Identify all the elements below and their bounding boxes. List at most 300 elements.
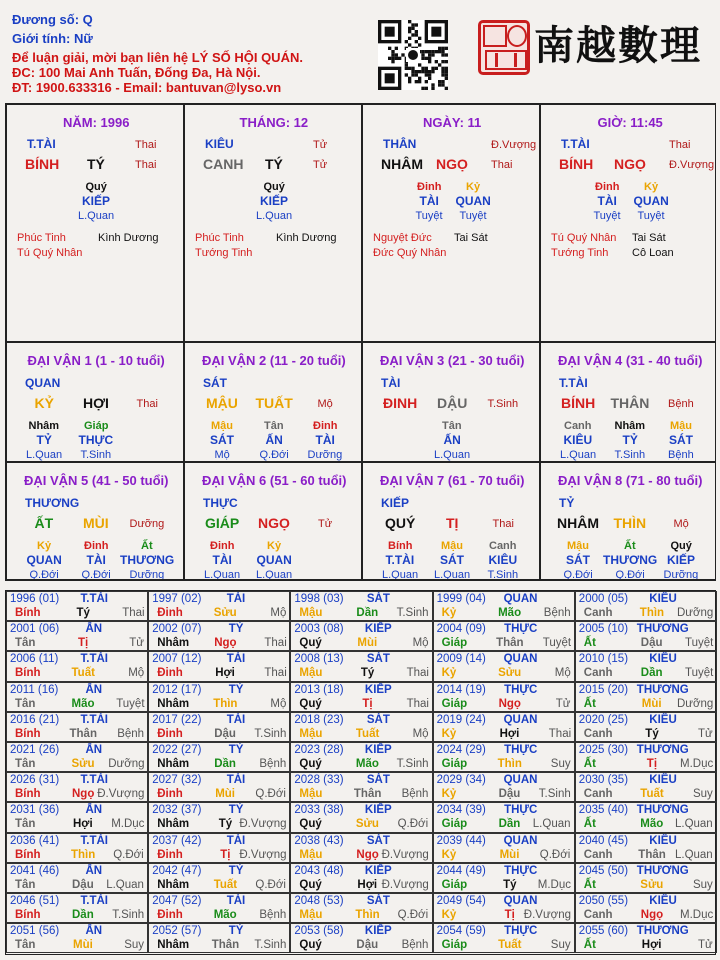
year-god: THỰC <box>504 804 538 817</box>
year-stage: Bệnh <box>259 758 287 770</box>
year-stem: Nhâm <box>157 758 190 770</box>
luck-god: TÀI <box>381 376 401 390</box>
year-branch: Tý <box>645 727 659 740</box>
year-god: KIẾP <box>364 683 392 696</box>
year-cell <box>575 742 717 772</box>
year-god: THƯƠNG <box>636 623 689 636</box>
year-god: TÀI <box>226 895 246 907</box>
luck-pillar-cell <box>362 342 540 462</box>
luck-hidden-god: SÁT <box>440 553 464 567</box>
year-god: KIẾP <box>364 864 392 877</box>
luck-title: ĐẠI VẬN 1 (1 - 10 tuổi) <box>27 353 165 368</box>
year-god: THƯƠNG <box>636 804 689 817</box>
year-cell <box>290 802 432 832</box>
year-stage: Tử <box>129 637 144 650</box>
year-label: 2054 (59) <box>436 925 486 938</box>
year-stage: Q.Đới <box>397 909 429 921</box>
year-stage: Mộ <box>412 727 429 740</box>
year-god: TỶ <box>228 623 244 636</box>
luck-hidden-stem: Tân <box>442 420 462 432</box>
year-god: KIẾP <box>364 744 392 756</box>
year-god: ẤN <box>85 623 103 636</box>
year-cell <box>433 923 575 953</box>
stem-stage: Đ.Vượng <box>491 139 537 151</box>
year-stage: Thai <box>264 637 287 650</box>
year-cell <box>6 893 148 923</box>
year-branch: Ngọ <box>356 848 379 861</box>
year-stem: Ất <box>583 758 596 770</box>
year-god: THỰC <box>504 925 538 938</box>
year-god: TỶ <box>228 744 244 756</box>
year-stage: T.Sinh <box>254 727 287 740</box>
year-god: THƯƠNG <box>636 683 689 696</box>
year-stage: Thai <box>122 607 145 619</box>
year-stage: Đ.Vượng <box>523 909 571 921</box>
year-god: QUAN <box>503 713 538 726</box>
luck-branch: TỊ <box>446 515 459 531</box>
year-cell <box>433 621 575 651</box>
luck-hidden-stem: Đinh <box>313 420 338 432</box>
luck-hidden-stage: T.Sinh <box>80 449 112 461</box>
year-stem: Đinh <box>157 727 183 740</box>
star-name: Tú Quý Nhân <box>17 247 83 259</box>
earthly-branch: TÝ <box>265 156 283 172</box>
year-god: TỶ <box>228 864 244 877</box>
year-label: 2046 (51) <box>10 895 60 907</box>
year-stage: Dưỡng <box>676 697 714 710</box>
pillar-title: NĂM: 1996 <box>63 115 130 130</box>
luck-hidden-stem: Kỷ <box>267 540 282 552</box>
luck-god: THƯƠNG <box>25 496 80 510</box>
year-god: ẤN <box>85 683 103 696</box>
year-stem: Ất <box>583 637 596 650</box>
luck-hidden-stage: T.Sinh <box>614 449 646 461</box>
year-god: ẤN <box>85 925 103 938</box>
luck-hidden-stage: L.Quan <box>382 569 419 580</box>
hidden-stem: Quý <box>263 181 285 193</box>
year-branch: Sửu <box>498 667 522 680</box>
year-cell <box>290 893 432 923</box>
year-label: 2043 (48) <box>294 864 344 877</box>
year-stage: Tử <box>697 939 713 952</box>
year-stem: Tân <box>15 939 36 952</box>
luck-hidden-god: ẤN <box>443 433 461 447</box>
luck-hidden-stem: Nhâm <box>28 420 60 432</box>
year-stage: Mộ <box>270 607 287 619</box>
year-stem: Ất <box>583 878 596 891</box>
year-branch: Thìn <box>639 607 665 619</box>
luck-pillar-cell <box>6 342 184 462</box>
luck-hidden-stem: Mậu <box>567 540 589 552</box>
luck-god: TỶ <box>559 496 575 510</box>
year-stem: Đinh <box>157 788 183 801</box>
luck-branch: TUẤT <box>255 395 293 411</box>
luck-title: ĐẠI VẬN 7 (61 - 70 tuổi) <box>380 473 525 488</box>
year-label: 2019 (24) <box>436 713 486 726</box>
year-branch: Mùi <box>499 848 520 861</box>
year-stage: Q.Đới <box>539 848 571 861</box>
heavenly-stem: BÍNH <box>559 156 594 172</box>
year-stage: Tuyệt <box>684 637 714 650</box>
year-stem: Nhâm <box>157 878 190 891</box>
luck-hidden-stem: Canh <box>489 540 517 552</box>
year-god: THỰC <box>504 864 538 877</box>
year-cell <box>6 923 148 953</box>
stem-stage: Thai <box>135 139 157 151</box>
heavenly-stem: NHÂM <box>381 156 423 172</box>
hidden-stage: Tuyệt <box>593 210 621 222</box>
year-stem: Ất <box>583 939 596 952</box>
year-stage: Đ.Vượng <box>239 818 287 831</box>
luck-hidden-god: QUAN <box>26 553 62 567</box>
year-branch: Hợi <box>357 878 378 891</box>
year-stem: Quý <box>299 637 322 650</box>
year-cell <box>148 802 290 832</box>
year-branch: Tuất <box>355 727 380 740</box>
year-stem: Giáp <box>441 818 468 831</box>
year-stem: Tân <box>15 758 36 770</box>
year-branch: Ngọ <box>72 788 95 801</box>
luck-branch: MÙI <box>83 515 109 531</box>
year-god: QUAN <box>503 834 538 847</box>
luck-stage: Mộ <box>317 398 333 410</box>
year-stage: Suy <box>550 758 571 770</box>
year-branch: Tý <box>218 818 233 831</box>
year-branch: Tị <box>504 909 515 921</box>
year-god: KIẾP <box>364 623 392 636</box>
header-line: ĐT: 1900.633316 - Email: bantuvan@lyso.vn <box>12 80 282 95</box>
year-label: 2027 (32) <box>152 774 202 787</box>
luck-hidden-god: T.TÀI <box>385 553 415 567</box>
year-stem: Canh <box>583 848 613 861</box>
year-god: TÀI <box>226 834 246 847</box>
year-branch: Mùi <box>357 637 378 650</box>
luck-hidden-stem: Ất <box>624 540 636 552</box>
year-stage: L.Quan <box>532 818 571 831</box>
year-god: SÁT <box>366 653 390 666</box>
luck-pillar-cell <box>184 462 362 580</box>
year-stage: M.Dục <box>679 909 714 921</box>
luck-hidden-stage: L.Quan <box>256 569 293 580</box>
year-cell <box>148 772 290 802</box>
year-cell <box>433 591 575 621</box>
luck-god: THỰC <box>203 496 238 510</box>
year-stem: Giáp <box>441 637 468 650</box>
year-stem: Canh <box>583 909 613 921</box>
year-stem: Kỷ <box>441 848 457 861</box>
year-label: 2049 (54) <box>436 895 486 907</box>
year-stage: Mộ <box>412 637 429 650</box>
luck-hidden-stage: L.Quan <box>26 449 63 461</box>
year-label: 2002 (07) <box>152 623 202 636</box>
yearly-table <box>5 590 716 955</box>
year-stage: Tuyệt <box>116 697 145 710</box>
luck-hidden-stage: L.Quan <box>560 449 597 461</box>
year-stage: Q.Đới <box>113 848 144 861</box>
luck-stage: Tử <box>318 518 333 530</box>
year-label: 2024 (29) <box>436 744 486 756</box>
year-god: QUAN <box>503 593 538 605</box>
year-label: 2034 (39) <box>436 804 486 817</box>
year-stem: Giáp <box>441 697 468 710</box>
red-seal-icon <box>478 20 530 75</box>
year-label: 2031 (36) <box>10 804 60 817</box>
year-branch: Dậu <box>356 939 379 952</box>
year-god: KIÊU <box>649 774 677 787</box>
year-label: 2015 (20) <box>578 683 629 696</box>
year-branch: Tị <box>646 758 658 770</box>
year-stem: Canh <box>583 788 613 801</box>
year-stage: T.Sinh <box>396 758 429 770</box>
luck-stem: KỶ <box>34 395 54 411</box>
luck-hidden-stage: Dưỡng <box>663 569 699 580</box>
luck-hidden-stage: L.Quan <box>434 569 471 580</box>
luck-hidden-god: TỶ <box>36 433 52 447</box>
year-branch: Mão <box>640 818 664 831</box>
year-cell <box>6 802 148 832</box>
brand-logo: 南越數理 <box>534 22 702 69</box>
year-stage: Bệnh <box>401 939 429 952</box>
year-god: KIÊU <box>649 834 677 847</box>
luck-stage: Mộ <box>673 518 689 530</box>
year-cell <box>148 833 290 863</box>
year-label: 2005 (10) <box>578 623 629 636</box>
year-branch: Mùi <box>641 697 662 710</box>
year-god: TỶ <box>228 804 244 817</box>
year-branch: Thân <box>69 727 97 740</box>
year-stage: L.Quan <box>106 878 144 891</box>
year-label: 2028 (33) <box>294 774 344 787</box>
year-branch: Sửu <box>71 758 95 770</box>
year-stem: Bính <box>15 788 41 801</box>
earthly-branch: NGỌ <box>436 156 468 172</box>
year-stem: Kỷ <box>441 667 457 680</box>
year-stem: Ất <box>583 697 596 710</box>
year-stage: Bệnh <box>117 727 145 740</box>
year-stem: Quý <box>299 818 322 831</box>
year-stage: Tử <box>697 727 713 740</box>
year-branch: Tý <box>360 667 375 680</box>
year-stage: Bệnh <box>259 909 287 921</box>
year-branch: Ngọ <box>640 909 664 921</box>
year-stem: Giáp <box>441 758 468 770</box>
year-label: 2035 (40) <box>578 804 629 817</box>
year-cell <box>290 591 432 621</box>
year-cell <box>433 802 575 832</box>
earthly-branch: TÝ <box>87 156 105 172</box>
year-branch: Ngọ <box>214 637 237 650</box>
luck-title: ĐẠI VẬN 3 (21 - 30 tuổi) <box>380 353 525 368</box>
luck-stem: ĐINH <box>383 395 418 411</box>
year-branch: Dậu <box>214 727 236 740</box>
year-branch: Thân <box>638 848 666 861</box>
year-cell <box>433 863 575 893</box>
year-stem: Mậu <box>299 848 323 861</box>
year-label: 2045 (50) <box>578 864 629 877</box>
year-stem: Giáp <box>441 939 468 952</box>
luck-pillar-cell <box>362 462 540 580</box>
year-branch: Ngọ <box>498 697 521 710</box>
year-cell <box>148 742 290 772</box>
luck-stage: Thai <box>492 518 514 530</box>
year-cell <box>575 651 717 681</box>
year-branch: Tuất <box>498 939 522 952</box>
year-label: 1996 (01) <box>10 593 60 605</box>
year-stage: Tử <box>555 697 571 710</box>
luck-hidden-god: KIÊU <box>488 553 518 567</box>
year-stage: Mộ <box>270 697 287 710</box>
stem-stage: Thai <box>669 139 691 151</box>
year-god: SÁT <box>366 713 390 726</box>
year-god: QUAN <box>503 895 538 907</box>
year-cell <box>575 802 717 832</box>
year-god: KIÊU <box>649 593 677 605</box>
luck-hidden-stage: L.Quan <box>434 449 471 461</box>
year-stem: Kỷ <box>441 909 457 921</box>
luck-hidden-stem: Mậu <box>670 420 692 432</box>
luck-hidden-stem: Giáp <box>84 420 109 432</box>
hidden-stage: Tuyệt <box>637 210 665 222</box>
year-branch: Hợi <box>499 727 520 740</box>
year-label: 2021 (26) <box>10 744 60 756</box>
branch-stage: Thai <box>135 159 157 171</box>
luck-hidden-stage: Q.Đới <box>615 569 645 580</box>
year-label: 2033 (38) <box>294 804 344 817</box>
year-label: 1998 (03) <box>294 593 344 605</box>
luck-hidden-stage: Q.Đới <box>259 449 289 461</box>
year-branch: Tý <box>76 607 90 619</box>
hidden-stage: L.Quan <box>78 210 115 222</box>
year-god: QUAN <box>503 774 538 787</box>
luck-hidden-god: ẤN <box>265 433 283 447</box>
year-cell <box>148 923 290 953</box>
luck-branch: DẬU <box>437 395 468 411</box>
luck-stage: Thai <box>136 398 158 410</box>
luck-hidden-god: QUAN <box>256 553 292 567</box>
year-stem: Nhâm <box>157 818 190 831</box>
luck-hidden-god: KIÊU <box>563 433 593 447</box>
year-label: 2037 (42) <box>152 834 202 847</box>
year-god: KIẾP <box>364 804 392 817</box>
luck-stem: GIÁP <box>205 515 240 531</box>
luck-hidden-stem: Kỷ <box>37 540 52 552</box>
pillar-cell <box>362 104 540 342</box>
year-label: 2036 (41) <box>10 834 60 847</box>
header-line: ĐC: 100 Mai Anh Tuấn, Đống Đa, Hà Nội. <box>12 65 261 80</box>
year-stem: Bính <box>15 848 41 861</box>
year-cell <box>575 712 717 742</box>
year-label: 2038 (43) <box>294 834 344 847</box>
year-label: 2053 (58) <box>294 925 344 938</box>
year-stage: Tuyệt <box>542 637 572 650</box>
luck-hidden-stem: Quý <box>670 540 692 552</box>
year-branch: Thìn <box>355 909 380 921</box>
year-label: 1997 (02) <box>152 593 202 605</box>
year-cell <box>433 712 575 742</box>
year-branch: Mão <box>71 697 95 710</box>
star-name: Kình Dương <box>276 232 337 244</box>
year-stage: Suy <box>692 788 713 801</box>
year-stem: Quý <box>299 758 322 770</box>
year-stem: Canh <box>583 667 613 680</box>
year-stage: Q.Đới <box>397 818 429 831</box>
header-line: Giới tính: Nữ <box>12 31 93 46</box>
luck-hidden-stem: Mậu <box>441 540 463 552</box>
year-stage: Đ.Vượng <box>381 848 429 861</box>
stem-god: KIÊU <box>205 137 234 151</box>
year-label: 2050 (55) <box>578 895 629 907</box>
year-branch: Tị <box>78 637 89 650</box>
year-branch: Thân <box>496 637 524 650</box>
year-branch: Dần <box>214 758 236 770</box>
hidden-stage: Tuyệt <box>415 210 443 222</box>
luck-pillar-cell <box>540 462 716 580</box>
year-branch: Hợi <box>641 939 662 952</box>
year-branch: Thìn <box>497 758 522 770</box>
year-stage: Thai <box>406 697 429 710</box>
year-cell <box>575 893 717 923</box>
luck-hidden-god: TÀI <box>212 553 232 567</box>
luck-title: ĐẠI VẬN 6 (51 - 60 tuổi) <box>202 473 347 488</box>
year-stem: Mậu <box>299 788 323 801</box>
year-god: QUAN <box>503 653 538 666</box>
luck-hidden-god: THỰC <box>78 433 114 447</box>
hidden-stem: Kỷ <box>466 181 481 193</box>
year-god: THƯƠNG <box>636 925 689 938</box>
year-branch: Thân <box>211 939 240 952</box>
luck-hidden-stem: Đinh <box>210 540 235 552</box>
year-cell <box>575 682 717 712</box>
year-stem: Giáp <box>441 878 468 891</box>
star-name: Phúc Tinh <box>17 232 66 244</box>
header-line: Đương số: Q <box>12 12 93 27</box>
year-cell <box>290 742 432 772</box>
year-cell <box>575 591 717 621</box>
year-stem: Tân <box>15 818 36 831</box>
year-stem: Tân <box>15 637 36 650</box>
year-label: 2016 (21) <box>10 713 60 726</box>
star-name: Tướng Tinh <box>195 247 253 259</box>
luck-hidden-stage: Q.Đới <box>81 569 111 580</box>
luck-branch: NGỌ <box>258 515 290 531</box>
year-label: 2010 (15) <box>578 653 629 666</box>
hidden-god: KIẾP <box>82 194 111 208</box>
year-branch: Mão <box>213 909 237 921</box>
year-cell <box>6 591 148 621</box>
year-cell <box>6 651 148 681</box>
year-cell <box>6 682 148 712</box>
year-god: T.TÀI <box>80 834 108 847</box>
year-stem: Kỷ <box>441 727 457 740</box>
year-label: 2004 (09) <box>436 623 486 636</box>
header-line: Để luận giải, mời bạn liên hệ LÝ SỐ HỘI QUÁN. <box>12 50 303 65</box>
stem-god: T.TÀI <box>27 137 56 151</box>
year-label: 2040 (45) <box>578 834 629 847</box>
hidden-stage: L.Quan <box>256 210 293 222</box>
stem-god: THÂN <box>383 137 417 151</box>
year-cell <box>433 651 575 681</box>
year-branch: Mão <box>498 607 522 619</box>
year-stem: Bính <box>15 607 41 619</box>
year-god: THƯƠNG <box>636 744 689 756</box>
luck-hidden-stem: Canh <box>564 420 592 432</box>
year-god: SÁT <box>366 895 390 907</box>
year-cell <box>6 621 148 651</box>
year-stem: Đinh <box>157 848 183 861</box>
year-stem: Bính <box>15 667 41 680</box>
year-stage: Suy <box>692 878 713 891</box>
branch-stage: Tử <box>313 159 328 171</box>
